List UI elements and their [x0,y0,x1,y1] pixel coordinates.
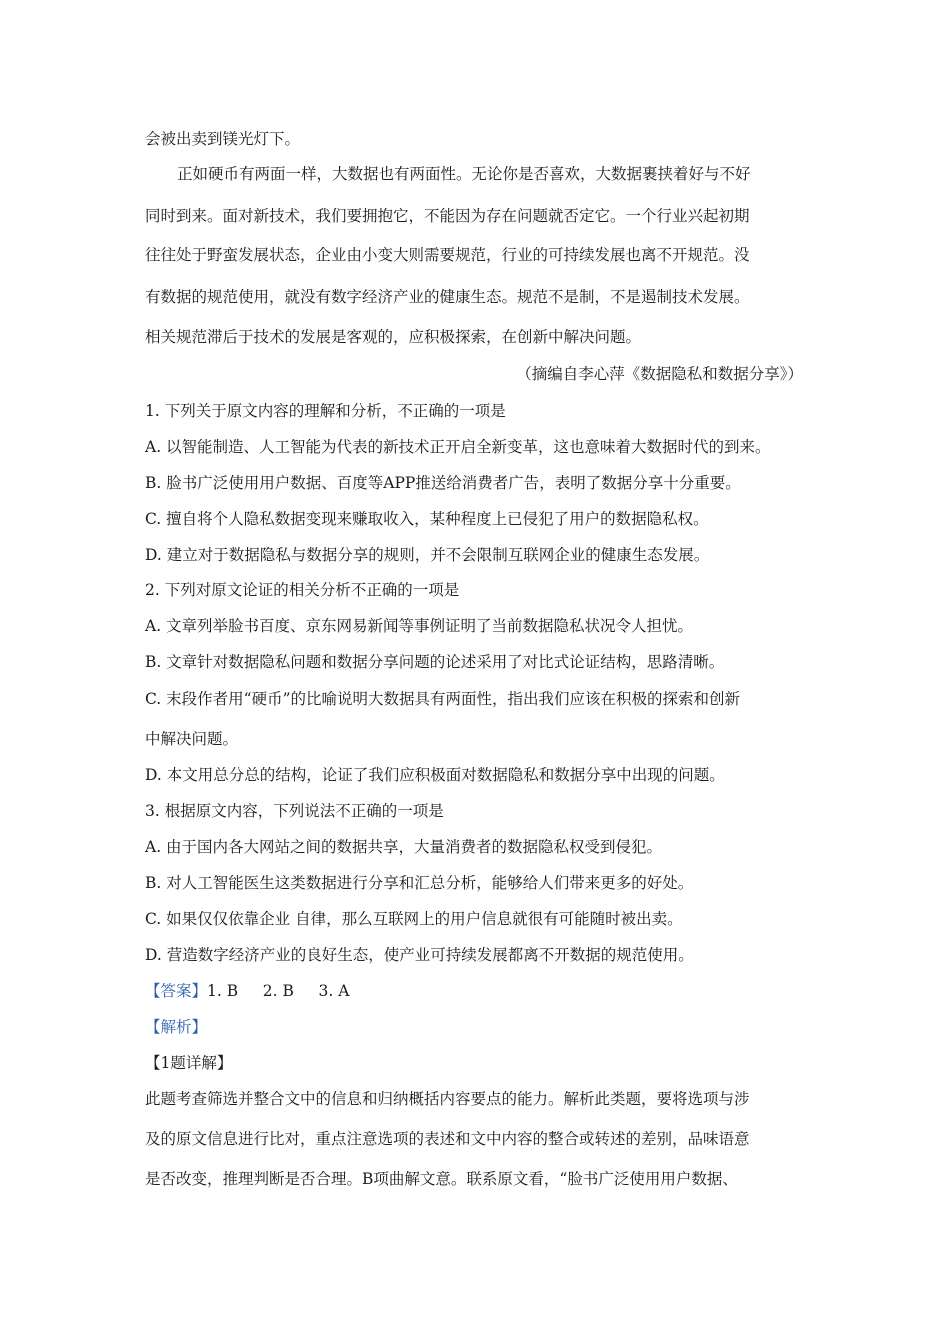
question-2-option-c-cont: 中解决问题。 [145,730,239,748]
analysis-line: 及的原文信息进行比对，重点注意选项的表述和文中内容的整合或转述的差别，品味语意 [145,1130,750,1148]
question-1-option-c: C. 擅自将个人隐私数据变现来赚取收入，某种程度上已侵犯了用户的数据隐私权。 [145,510,709,528]
passage-line: 正如硬币有两面一样，大数据也有两面性。无论你是否喜欢，大数据裹挟着好与不好 [177,165,751,183]
passage-line: 往往处于野蛮发展状态，企业由小变大则需要规范，行业的可持续发展也离不开规范。没 [145,246,750,264]
passage-line: 同时到来。面对新技术，我们要拥抱它，不能因为存在问题就否定它。一个行业兴起初期 [145,207,750,225]
question-2-option-a: A. 文章列举脸书百度、京东网易新闻等事例证明了当前数据隐私状况令人担忧。 [145,617,694,635]
analysis-label: 【解析】 [145,1018,208,1036]
passage-line: 相关规范滞后于技术的发展是客观的，应积极探索，在创新中解决问题。 [145,328,642,346]
question-2-option-b: B. 文章针对数据隐私问题和数据分享问题的论述采用了对比式论证结构，思路清晰。 [145,653,725,671]
question-2-option-c: C. 末段作者用“硬币”的比喻说明大数据具有两面性，指出我们应该在积极的探索和创新 [145,690,741,708]
question-1-option-b: B. 脸书广泛使用用户数据、百度等APP推送给消费者广告，表明了数据分享十分重要。 [145,474,741,492]
passage-line: 会被出卖到镁光灯下。 [145,130,301,148]
question-3-option-d: D. 营造数字经济产业的良好生态，使产业可持续发展都离不开数据的规范使用。 [145,946,694,964]
question-3-option-a: A. 由于国内各大网站之间的数据共享，大量消费者的数据隐私权受到侵犯。 [145,838,663,856]
analysis-line: 是否改变，推理判断是否合理。B项曲解文意。联系原文看，“脸书广泛使用用户数据、 [145,1170,738,1188]
question-1-option-d: D. 建立对于数据隐私与数据分享的规则，并不会限制互联网企业的健康生态发展。 [145,546,710,564]
question-3-option-b: B. 对人工智能医生这类数据进行分享和汇总分析，能够给人们带来更多的好处。 [145,874,694,892]
question-2-option-d: D. 本文用总分总的结构，论证了我们应积极面对数据隐私和数据分享中出现的问题。 [145,766,725,784]
answer-line [145,981,349,1001]
question-1-stem: 1. 下列关于原文内容的理解和分析，不正确的一项是 [145,402,506,420]
question-3-option-c: C. 如果仅仅依靠企业 自律，那么互联网上的用户信息就很有可能随时被出卖。 [145,910,683,928]
question-2-stem: 2. 下列对原文论证的相关分析不正确的一项是 [145,581,460,599]
analysis-line: 此题考查筛选并整合文中的信息和归纳概括内容要点的能力。解析此类题，要将选项与涉 [145,1090,750,1108]
question-1-option-a: A. 以智能制造、人工智能为代表的新技术正开启全新变革，这也意味着大数据时代的到来。 [145,438,771,456]
analysis-subheading: 【1题详解】 [145,1054,233,1072]
question-3-stem: 3. 根据原文内容，下列说法不正确的一项是 [145,802,444,820]
passage-source: （摘编自李心萍《数据隐私和数据分享》） [516,365,803,383]
answer-label: 【答案】 [145,982,208,1000]
answer-text: 1. B 2. B 3. A [207,982,350,1000]
passage-line: 有数据的规范使用，就没有数字经济产业的健康生态。规范不是制，不是遏制技术发展。 [145,288,750,306]
